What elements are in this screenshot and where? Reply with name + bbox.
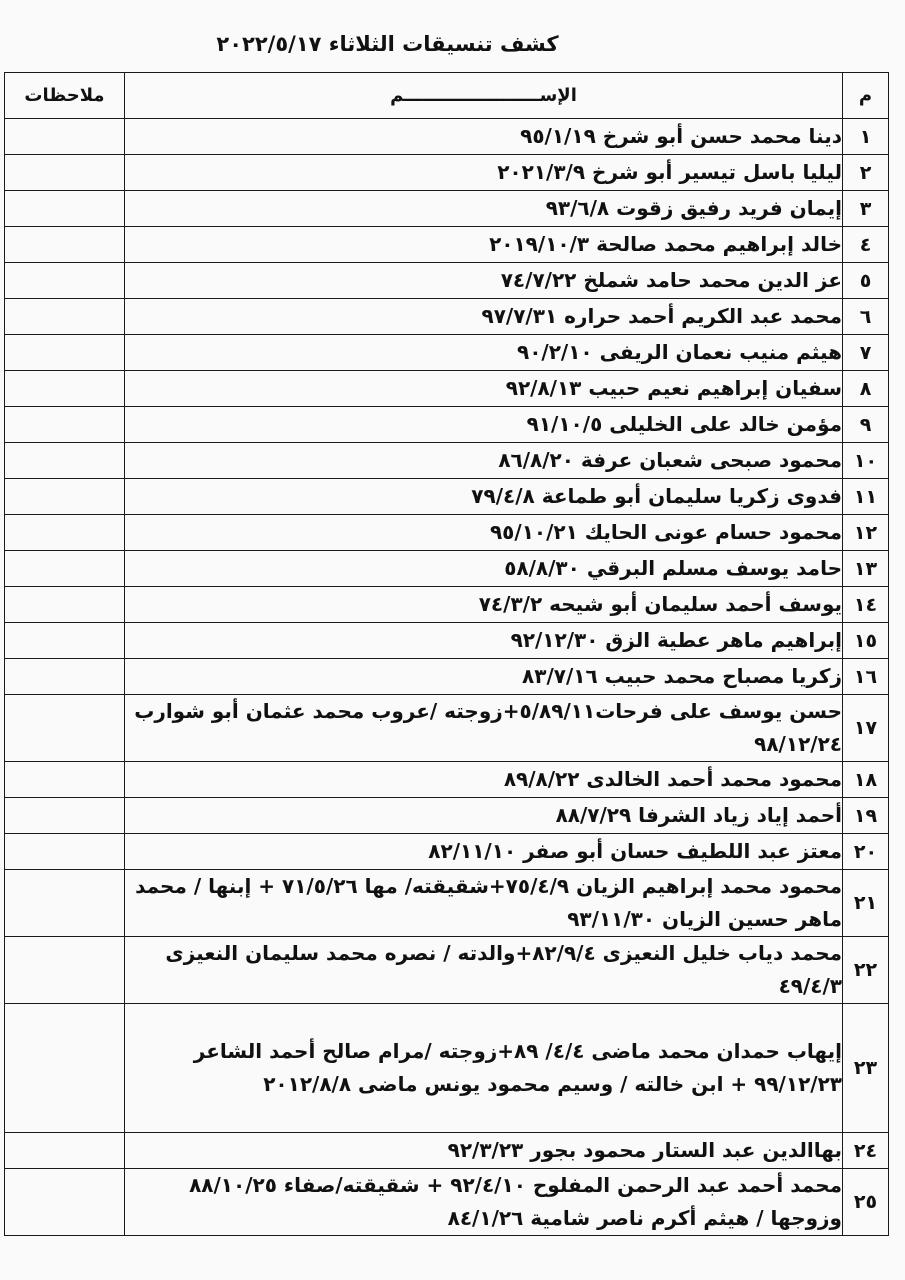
row-number: ٣ bbox=[843, 191, 889, 227]
header-number: م bbox=[843, 73, 889, 119]
table-row bbox=[5, 762, 889, 798]
table-row bbox=[5, 335, 889, 371]
row-notes bbox=[5, 798, 125, 834]
row-name: حامد يوسف مسلم البرقي ٥٨/٨/٣٠ bbox=[125, 551, 843, 587]
row-number: ٩ bbox=[843, 407, 889, 443]
table-row bbox=[5, 695, 889, 762]
table-row bbox=[5, 870, 889, 937]
row-notes bbox=[5, 659, 125, 695]
row-number: ٢٠ bbox=[843, 834, 889, 870]
row-name: محمود صبحى شعبان عرفة ٨٦/٨/٢٠ bbox=[125, 443, 843, 479]
table-row bbox=[5, 443, 889, 479]
table-row bbox=[5, 227, 889, 263]
table-row bbox=[5, 155, 889, 191]
row-notes bbox=[5, 587, 125, 623]
row-name: ليليا باسل تيسير أبو شرخ ٢٠٢١/٣/٩ bbox=[125, 155, 843, 191]
coordination-table bbox=[4, 72, 889, 1236]
row-notes bbox=[5, 371, 125, 407]
row-notes bbox=[5, 119, 125, 155]
row-name: هيثم منيب نعمان الريفى ٩٠/٢/١٠ bbox=[125, 335, 843, 371]
row-notes bbox=[5, 1004, 125, 1133]
row-notes bbox=[5, 443, 125, 479]
table-row bbox=[5, 515, 889, 551]
row-number: ١١ bbox=[843, 479, 889, 515]
row-notes bbox=[5, 515, 125, 551]
row-notes bbox=[5, 407, 125, 443]
row-notes bbox=[5, 1133, 125, 1169]
table-row bbox=[5, 798, 889, 834]
row-name: معتز عبد اللطيف حسان أبو صفر ٨٢/١١/١٠ bbox=[125, 834, 843, 870]
row-number: ١٦ bbox=[843, 659, 889, 695]
row-number: ١ bbox=[843, 119, 889, 155]
row-number: ١٣ bbox=[843, 551, 889, 587]
table-row bbox=[5, 1169, 889, 1236]
row-name: محمود محمد إبراهيم الزيان ٧٥/٤/٩+شقيقته/ مها ٧١/٥/٢٦ + إبنها / محمد ماهر حسين الزيان ٩٣/١١/٣٠ bbox=[125, 870, 843, 937]
row-name: إبراهيم ماهر عطية الزق ٩٢/١٢/٣٠ bbox=[125, 623, 843, 659]
table-row bbox=[5, 937, 889, 1004]
header-name: الإســــــــــــــــــــــم bbox=[125, 73, 843, 119]
row-name: إيمان فريد رفيق زقوت ٩٣/٦/٨ bbox=[125, 191, 843, 227]
table-row bbox=[5, 834, 889, 870]
row-name: مؤمن خالد على الخليلى ٩١/١٠/٥ bbox=[125, 407, 843, 443]
row-name: حسن يوسف على فرحات٥/٨٩/١١+زوجته /عروب محمد عثمان أبو شوارب ٩٨/١٢/٢٤ bbox=[125, 695, 843, 762]
row-name: محمود حسام عونى الحايك ٩٥/١٠/٢١ bbox=[125, 515, 843, 551]
table-row bbox=[5, 1133, 889, 1169]
row-notes bbox=[5, 551, 125, 587]
row-number: ١٥ bbox=[843, 623, 889, 659]
row-name: محمد أحمد عبد الرحمن المفلوح ٩٢/٤/١٠ + شقيقته/صفاء ٨٨/١٠/٢٥ وزوجها / هيثم أكرم ناصر شامية ٨٤/١/٢٦ bbox=[125, 1169, 843, 1236]
row-name: سفيان إبراهيم نعيم حبيب ٩٢/٨/١٣ bbox=[125, 371, 843, 407]
row-number: ١٤ bbox=[843, 587, 889, 623]
row-number: ٢٢ bbox=[843, 937, 889, 1004]
row-notes bbox=[5, 299, 125, 335]
row-number: ٥ bbox=[843, 263, 889, 299]
table-row bbox=[5, 479, 889, 515]
row-notes bbox=[5, 1169, 125, 1236]
header-notes: ملاحظات bbox=[5, 73, 125, 119]
row-number: ٢١ bbox=[843, 870, 889, 937]
row-notes bbox=[5, 263, 125, 299]
document-title: كشف تنسيقات الثلاثاء ٢٠٢٢/٥/١٧ bbox=[216, 32, 559, 56]
row-notes bbox=[5, 937, 125, 1004]
row-name: يوسف أحمد سليمان أبو شيحه ٧٤/٣/٢ bbox=[125, 587, 843, 623]
row-number: ١٢ bbox=[843, 515, 889, 551]
table-row bbox=[5, 587, 889, 623]
table-row bbox=[5, 659, 889, 695]
row-number: ٤ bbox=[843, 227, 889, 263]
row-number: ١٠ bbox=[843, 443, 889, 479]
table-header-row bbox=[5, 73, 889, 119]
table-row bbox=[5, 191, 889, 227]
row-number: ٦ bbox=[843, 299, 889, 335]
table-row bbox=[5, 1004, 889, 1133]
row-name: بهاالدين عبد الستار محمود بجور ٩٢/٣/٢٣ bbox=[125, 1133, 843, 1169]
table-row bbox=[5, 551, 889, 587]
row-notes bbox=[5, 335, 125, 371]
table-row bbox=[5, 263, 889, 299]
row-number: ٢٣ bbox=[843, 1004, 889, 1133]
row-number: ١٩ bbox=[843, 798, 889, 834]
row-notes bbox=[5, 191, 125, 227]
row-name: محمود محمد أحمد الخالدى ٨٩/٨/٢٢ bbox=[125, 762, 843, 798]
row-notes bbox=[5, 762, 125, 798]
row-notes bbox=[5, 227, 125, 263]
row-notes bbox=[5, 695, 125, 762]
table-row bbox=[5, 119, 889, 155]
row-name: خالد إبراهيم محمد صالحة ٢٠١٩/١٠/٣ bbox=[125, 227, 843, 263]
table-row bbox=[5, 299, 889, 335]
row-notes bbox=[5, 834, 125, 870]
row-number: ٧ bbox=[843, 335, 889, 371]
row-number: ١٨ bbox=[843, 762, 889, 798]
row-number: ٢٤ bbox=[843, 1133, 889, 1169]
table-row bbox=[5, 623, 889, 659]
row-name: فدوى زكريا سليمان أبو طماعة ٧٩/٤/٨ bbox=[125, 479, 843, 515]
row-number: ١٧ bbox=[843, 695, 889, 762]
row-name: محمد دياب خليل النعيزى ٨٢/٩/٤+والدته / نصره محمد سليمان النعيزى ٤٩/٤/٣ bbox=[125, 937, 843, 1004]
row-name: عز الدين محمد حامد شملخ ٧٤/٧/٢٢ bbox=[125, 263, 843, 299]
row-number: ٨ bbox=[843, 371, 889, 407]
row-number: ٢٥ bbox=[843, 1169, 889, 1236]
row-name: زكريا مصباح محمد حبيب ٨٣/٧/١٦ bbox=[125, 659, 843, 695]
table-row bbox=[5, 371, 889, 407]
row-name: دينا محمد حسن أبو شرخ ٩٥/١/١٩ bbox=[125, 119, 843, 155]
row-notes bbox=[5, 870, 125, 937]
row-name: أحمد إياد زياد الشرفا ٨٨/٧/٢٩ bbox=[125, 798, 843, 834]
row-name: محمد عبد الكريم أحمد حراره ٩٧/٧/٣١ bbox=[125, 299, 843, 335]
row-number: ٢ bbox=[843, 155, 889, 191]
row-notes bbox=[5, 623, 125, 659]
row-notes bbox=[5, 479, 125, 515]
row-notes bbox=[5, 155, 125, 191]
row-name: إيهاب حمدان محمد ماضى ٤/٤/ ٨٩+زوجته /مرام صالح أحمد الشاعر ٩٩/١٢/٢٣ + ابن خالته / وسيم محمود يونس ماضى ٢٠١٢/٨/٨ bbox=[125, 1004, 843, 1133]
table-row bbox=[5, 407, 889, 443]
